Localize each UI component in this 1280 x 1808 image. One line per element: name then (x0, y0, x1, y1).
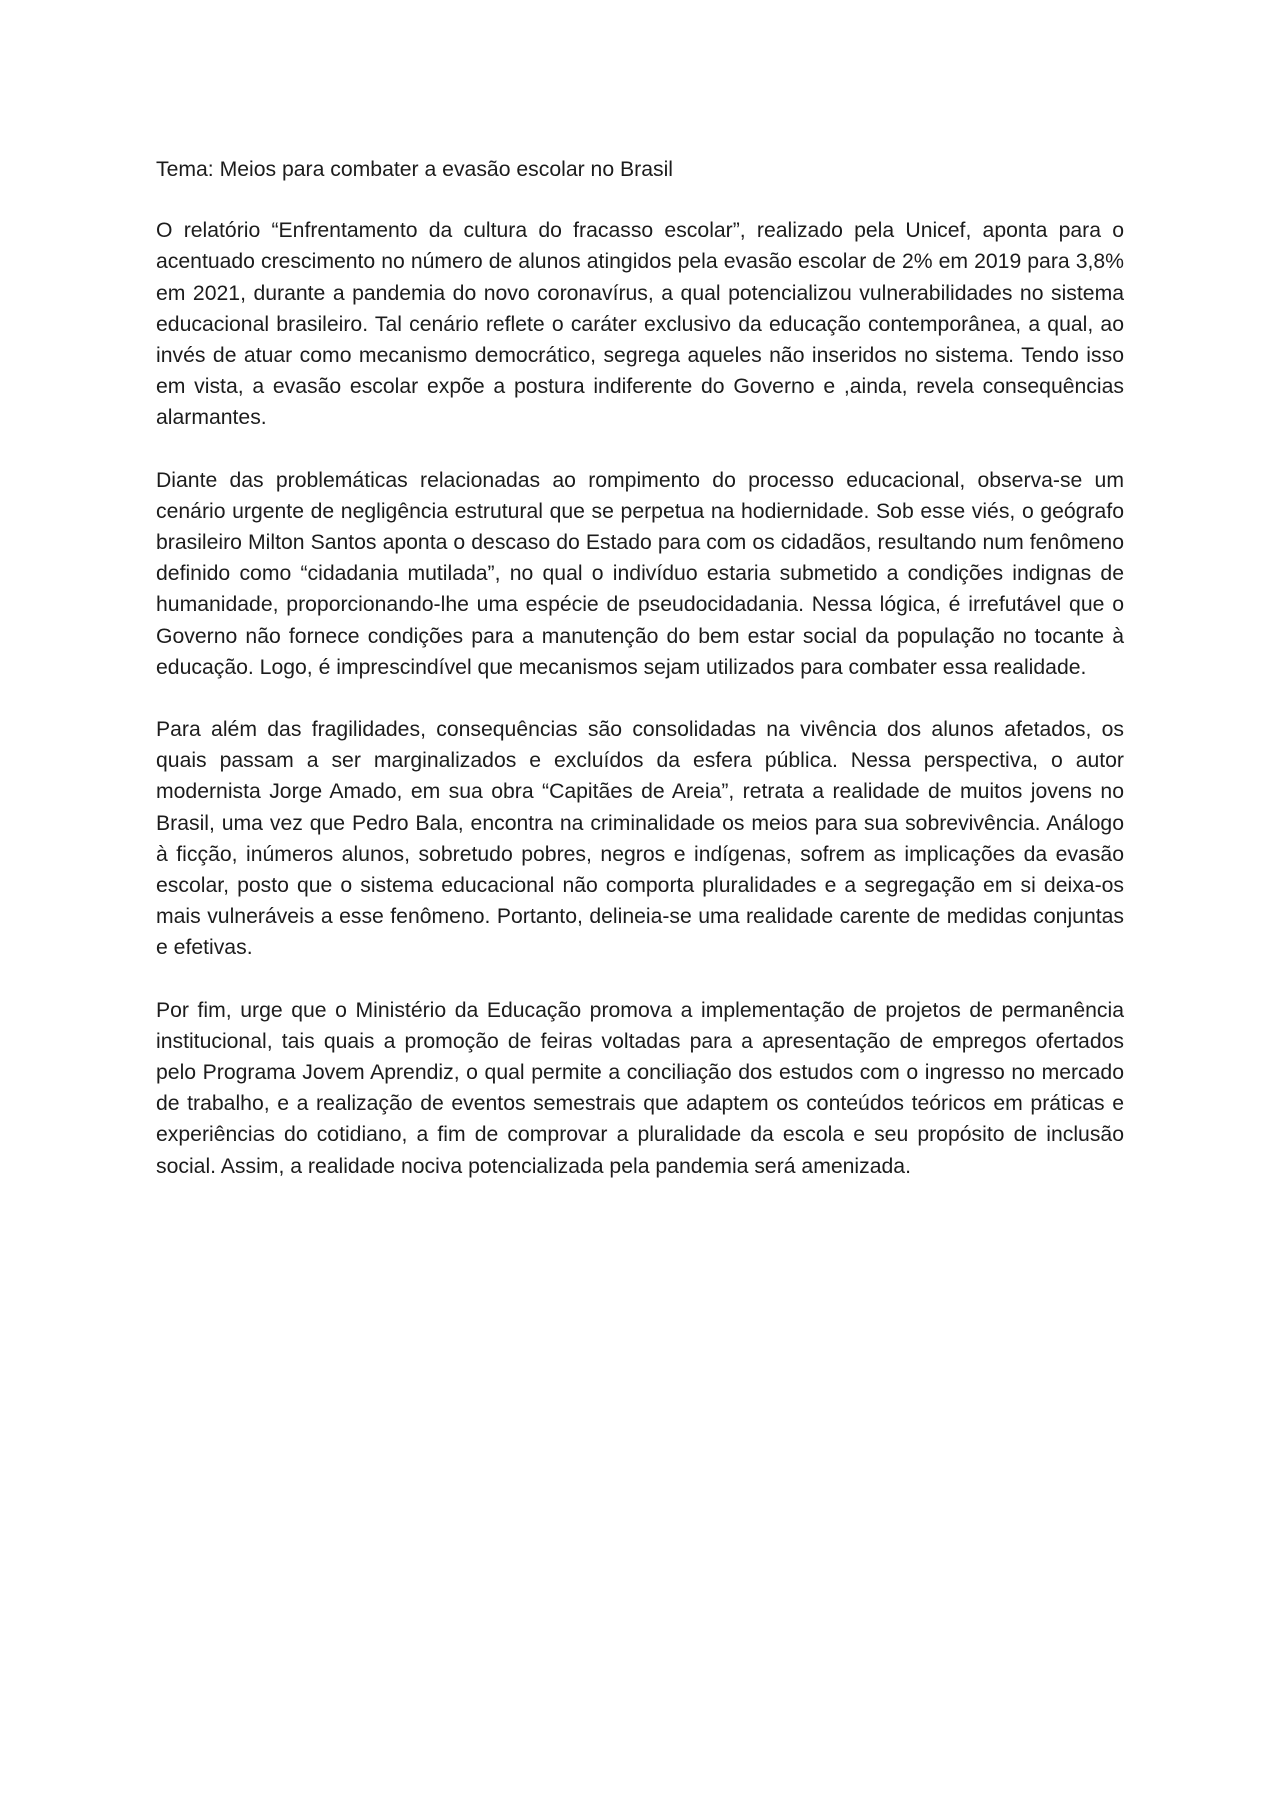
paragraph-introduction: O relatório “Enfrentamento da cultura do fracasso escolar”, realizado pela Unicef, aponta para o acentuado crescimento no número de alunos atingidos pela evasão escolar de 2% em 2019 para 3,8% em 2021, durante a pandemia do novo coronavírus, a qual potencializou vulnerabilidades no sistema educacional brasileiro. Tal cenário reflete o caráter exclusivo da educação contemporânea, a qual, ao invés de atuar como mecanismo democrático, segrega aqueles não inseridos no sistema. Tendo isso em vista, a evasão escolar expõe a postura indiferente do Governo e ,ainda, revela consequências alarmantes. (156, 219, 1124, 430)
paragraph-conclusion: Por fim, urge que o Ministério da Educação promova a implementação de projetos de permanência institucional, tais quais a promoção de feiras voltadas para a apresentação de empregos ofertados pelo Programa Jovem Aprendiz, o qual permite a conciliação dos estudos com o ingresso no mercado de trabalho, e a realização de eventos semestrais que adaptem os conteúdos teóricos em práticas e experiências do cotidiano, a fim de comprovar a pluralidade da escola e seu propósito de inclusão social. Assim, a realidade nociva potencializada pela pandemia será amenizada. (156, 998, 1124, 1178)
paragraph-development-1: Diante das problemáticas relacionadas ao rompimento do processo educacional, observa-se um cenário urgente de negligência estrutural que se perpetua na hodiernidade. Sob esse viés, o geógrafo brasileiro Milton Santos aponta o descaso do Estado para com os cidadãos, resultando num fenômeno definido como “cidadania mutilada”, no qual o indivíduo estaria submetido a condições indignas de humanidade, proporcionando-lhe uma espécie de pseudocidadania. Nessa lógica, é irrefutável que o Governo não fornece condições para a manutenção do bem estar social da população no tocante à educação. Logo, é imprescindível que mecanismos sejam utilizados para combater essa realidade. (156, 468, 1124, 679)
document-body (156, 154, 1124, 1213)
document-title: Tema: Meios para combater a evasão escolar no Brasil (156, 158, 673, 181)
paragraph-development-2: Para além das fragilidades, consequências são consolidadas na vivência dos alunos afetados, os quais passam a ser marginalizados e excluídos da esfera pública. Nessa perspectiva, o autor modernista Jorge Amado, em sua obra “Capitães de Areia”, retrata a realidade de muitos jovens no Brasil, uma vez que Pedro Bala, encontra na criminalidade os meios para sua sobrevivência. Análogo à ficção, inúmeros alunos, sobretudo pobres, negros e indígenas, sofrem as implicações da evasão escolar, posto que o sistema educacional não comporta pluralidades e a segregação em si deixa-os mais vulneráveis a esse fenômeno. Portanto, delineia-se uma realidade carente de medidas conjuntas e efetivas. (156, 718, 1124, 960)
